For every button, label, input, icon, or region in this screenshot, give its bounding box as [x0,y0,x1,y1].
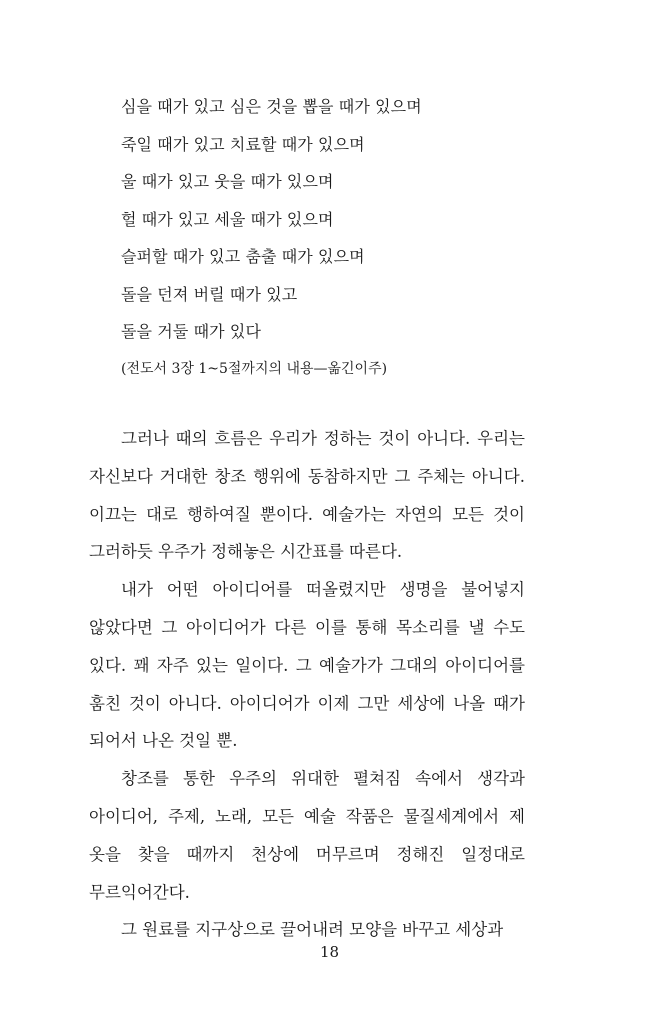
scripture-quote [121,88,601,388]
page-number: 18 [319,943,340,961]
verse-line: 심을 때가 있고 심은 것을 뽑을 때가 있으며 [121,97,422,116]
verse-line: 울 때가 있고 웃을 때가 있으며 [121,172,334,191]
paragraph: 창조를 통한 우주의 위대한 펼쳐짐 속에서 생각과 아이디어, 주제, 노래, 모든 예술 작품은 물질세계에서 제 옷을 찾을 때까지 천상에 머무르며 정해진 일정대로 무르익어간다. [89,769,525,902]
verse-line: 돌을 던져 버릴 때가 있고 [121,284,298,304]
body-text [89,420,525,949]
verse-line: 돌을 거둘 때가 있다 [121,322,262,341]
scripture-citation: (전도서 3장 1~5절까지의 내용—옮긴이주) [121,360,388,377]
paragraph: 그러나 때의 흐름은 우리가 정하는 것이 아니다. 우리는 자신보다 거대한 창조 행위에 동참하지만 그 주체는 아니다. 이끄는 대로 행하여질 뿐이다. 예술가는 자연의 모든 것이 그러하듯 우주가 정해놓은 시간표를 따른다. [89,429,525,562]
verse-line: 죽일 때가 있고 치료할 때가 있으며 [121,134,365,154]
verse-line: 슬퍼할 때가 있고 춤출 때가 있으며 [121,247,365,266]
paragraph: 내가 어떤 아이디어를 떠올렸지만 생명을 불어넣지 않았다면 그 아이디어가 다른 이를 통해 목소리를 낼 수도 있다. 꽤 자주 있는 일이다. 그 예술가가 그대의 아이디어를 훔친 것이 아니다. 아이디어가 이제 그만 세상에 나올 때가 되어서 나온 것일 뿐. [89,580,525,751]
verse-line: 헐 때가 있고 세울 때가 있으며 [121,209,334,229]
paragraph: 그 원료를 지구상으로 끌어내려 모양을 바꾸고 세상과 [121,920,504,940]
